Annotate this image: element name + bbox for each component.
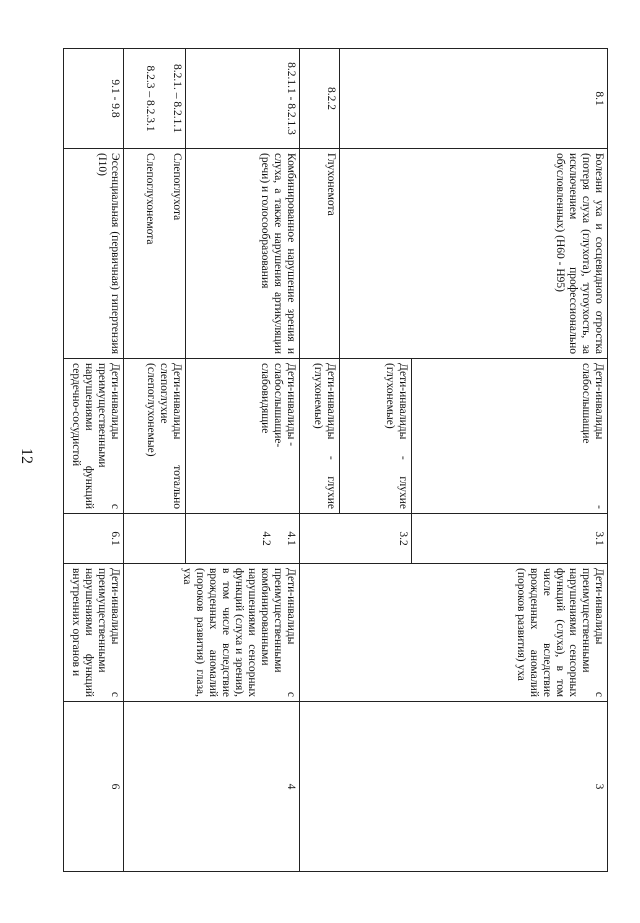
subcode-3-1: 3.1 [412,514,608,564]
row-disease-8-2-2: Глухонемота [300,149,340,359]
category-hard-of-hearing: Дети-инвалиды - слабослышащие [412,359,608,514]
category-cardiovascular: Дети-инвалиды с преимущественными нарушениями функций сердечно-сосудистой [64,359,124,514]
group-6-description: Дети-инвалиды с преимущественными нарушениями функций внутренних органов и [64,564,124,702]
category-hard-of-hearing-low-vision: Дети-инвалиды - слабослышащие-слабовидящие [186,359,300,514]
group-6-number: 6 [64,702,124,872]
page-number: 12 [18,448,35,464]
row-diseases-8-2-3 [124,149,186,359]
row-code-8-1: 8.1 [340,49,608,149]
subcode-4-1: 4.1 [285,531,297,546]
row-disease-deafblind-mute: Слепоглухонемота [144,153,156,245]
row-disease-8-2-1: Комбинированное нарушение зрения и слуха, а также нарушения артикуляции (речи) и голосообразования [186,149,300,359]
group-3-description: Дети-инвалиды с преимущественными нарушениями сенсорных функций (слуха), в том числе вследствие врожденных аномалий (пороков развития) уха [300,564,608,702]
row-code-8-2-3-range: 8.2.3 – 8.2.3.1 [144,65,156,132]
category-deaf: Дети-инвалиды - глухие (глухонемые) [340,359,412,514]
category-deaf-mute: Дети-инвалиды - глухие (глухонемые) [300,359,340,514]
subcode-4-2: 4.2 [260,531,272,546]
row-code-8-2-2: 8.2.2 [300,49,340,149]
group-4-number: 4 [124,702,300,872]
category-deafblind: Дети-инвалиды тотально слепоглухие (слепоглухонемые) [124,359,186,514]
table-row [64,49,124,872]
row-code-9-1: 9.1 - 9.8 [64,49,124,149]
row-code-8-2-1: 8.2.1.1 - 8.2.1.3 [186,49,300,149]
subcodes-4 [186,514,300,564]
group-4-description: Дети-инвалиды с преимущественными комбинированными нарушениями сенсорных функций (слуха и зрения), в том числе вследствие врожденных аномалий (пороков развития) глаза, уха [124,564,300,702]
table-row [412,49,608,872]
row-code-8-2-1-range: 8.2.1. – 8.2.1.1 [171,64,183,133]
row-disease-8-1: Болезни уха и сосцевидного отростка (потеря слуха (глухота), тугоухость, за исключением профессионально обусловленных) (H60 - H95) [340,149,608,359]
row-codes-8-2-3 [124,49,186,149]
rotated-table-page [64,48,608,871]
group-3-number: 3 [300,702,608,872]
table-row [186,49,300,872]
subcode-6-1: 6.1 [64,514,124,564]
empty-cell [124,514,186,564]
disability-classification-table [63,48,608,872]
subcode-3-2: 3.2 [300,514,412,564]
row-disease-9-1: Эссенциальная (первичная) гипертензия (I10) [64,149,124,359]
row-disease-deafblindness: Слепоглухота [171,153,183,221]
